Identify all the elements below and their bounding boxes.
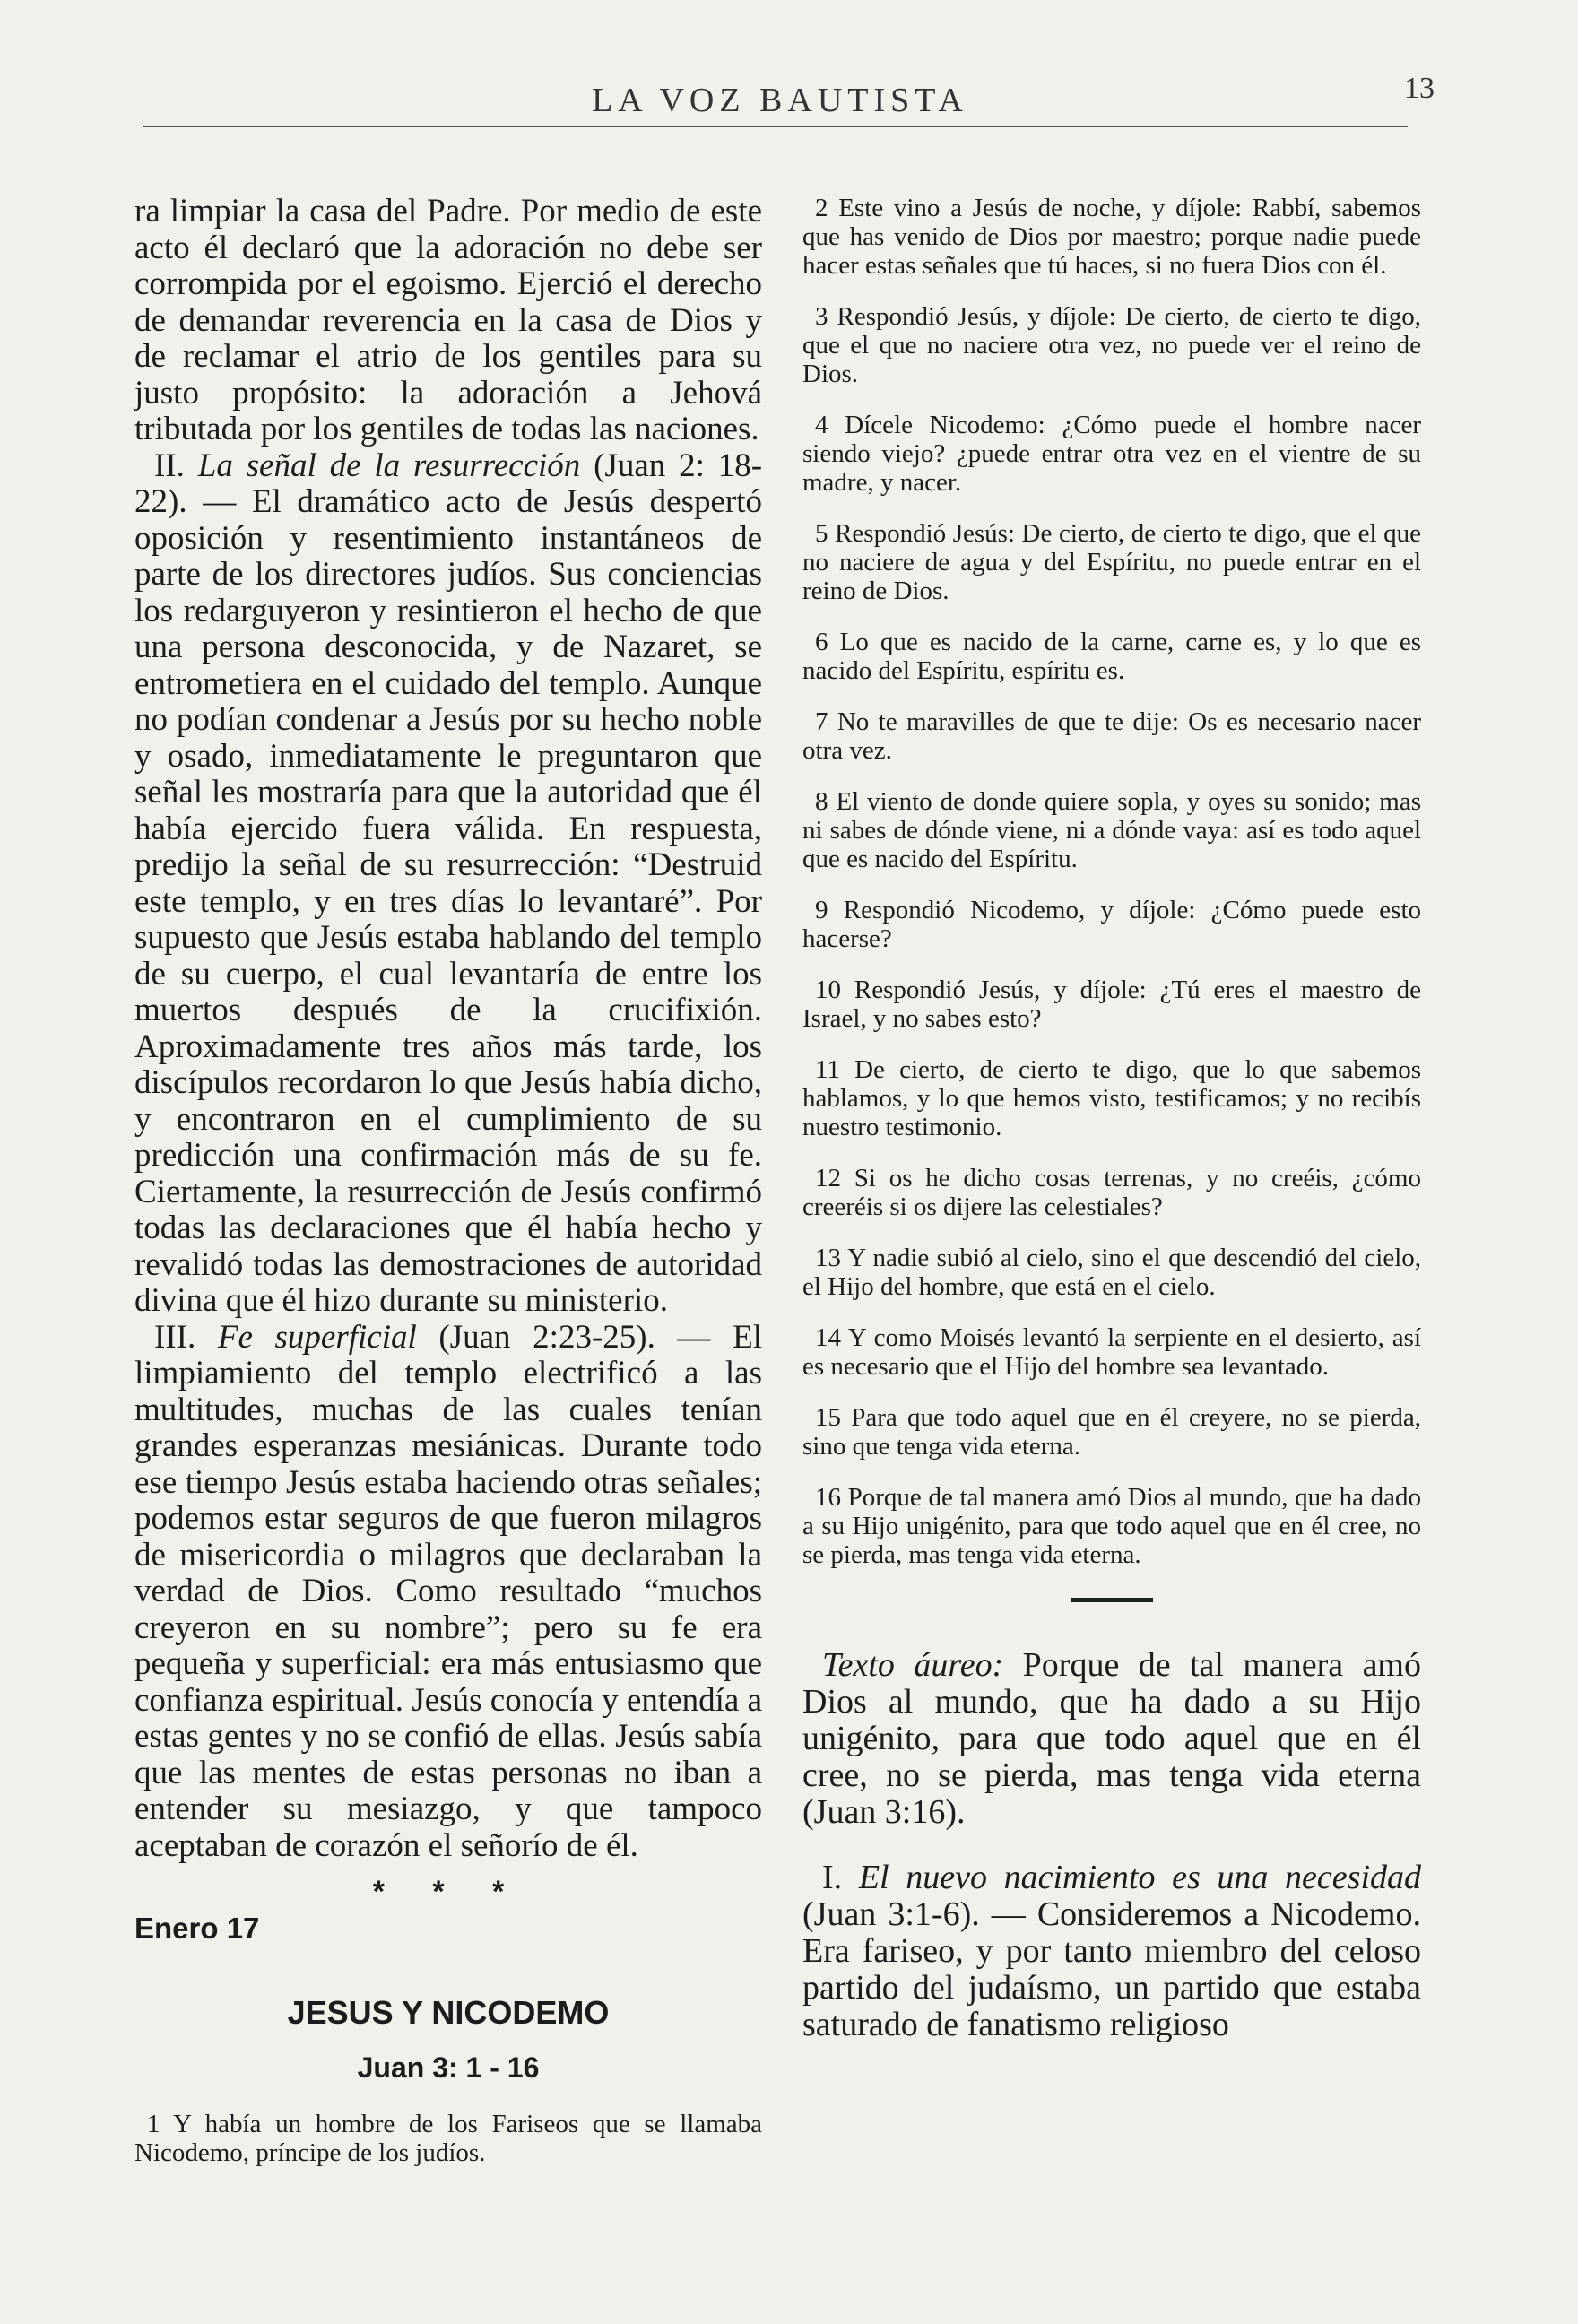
page-header: [143, 72, 1435, 122]
verse-4: 4 Dícele Nicodemo: ¿Cómo puede el hombre nacer siendo viejo? ¿puede entrar otra vez en el vientre de su madre, y nacer.: [802, 411, 1421, 497]
verse-list: [802, 194, 1421, 1569]
verse-14: 14 Y como Moisés levantó la serpiente en el desierto, así es necesario que el Hijo del hombre sea levantado.: [802, 1323, 1421, 1381]
paragraph-section-i: [802, 1860, 1421, 2043]
verse-12: 12 Si os he dicho cosas terrenas, y no creéis, ¿cómo creeréis si os dijere las celestiales?: [802, 1164, 1421, 1221]
verse-6: 6 Lo que es nacido de la carne, carne es, y lo que es nacido del Espíritu, espíritu es.: [802, 628, 1421, 685]
section-separator-stars: * * *: [372, 1875, 525, 1909]
paragraph-section-ii: [134, 448, 762, 1320]
golden-text-label: Texto áureo:: [822, 1646, 1004, 1684]
header-rule: [143, 126, 1408, 127]
paragraph-section-iii: [134, 1320, 762, 1865]
verse-15: 15 Para que todo aquel que en él creyere, no se pierda, sino que tenga vida eterna.: [802, 1403, 1421, 1461]
section-number: III.: [154, 1318, 196, 1356]
section-heading: La señal de la resurrección: [197, 447, 581, 484]
verse-1: 1 Y había un hombre de los Fariseos que se llamaba Nicodemo, príncipe de los judíos.: [134, 2110, 762, 2167]
verse-10: 10 Respondió Jesús, y díjole: ¿Tú eres el maestro de Israel, y no sabes esto?: [802, 976, 1421, 1033]
section-heading: Fe superficial: [217, 1318, 417, 1356]
lesson-date: Enero 17: [134, 1912, 260, 1945]
page-number: 13: [1404, 72, 1435, 105]
section-heading: El nuevo nacimiento es una necesidad: [858, 1859, 1422, 1896]
verse-13: 13 Y nadie subió al cielo, sino el que descendió del cielo, el Hijo del hombre, que está en el cielo.: [802, 1244, 1421, 1301]
golden-text: [802, 1647, 1421, 1831]
verse-11: 11 De cierto, de cierto te digo, que lo que sabemos hablamos, y lo que hemos visto, testificamos; y no recibís nuestro testimonio.: [802, 1055, 1421, 1141]
left-column: [134, 194, 762, 2190]
section-body: (Juan 2: 18-22). — El dramático acto de Jesús despertó oposición y resentimiento instantáneos de parte de los directores judíos. Sus conciencias los redarguyeron y resintieron el hecho de que una persona desconocida, y de Nazaret, se entrometiera en el cuidado del templo. Aunque no podían condenar a Jesús por su hecho noble y osado, inmediatamente le preguntaron que señal les mostraría para que la autoridad que él había ejercido fuera válida. En respuesta, predijo la señal de su resurrección: “Destruid este templo, y en tres días lo levantaré”. Por supuesto que Jesús estaba hablando del templo de su cuerpo, el cual levantaría de entre los muertos después de la crucifixión. Aproximadamente tres años más tarde, los discípulos recordaron lo que Jesús había dicho, y encontraron en el cumplimiento de su predicción una confirmación más de su fe. Ciertamente, la resurrección de Jesús confirmó todas las declaraciones que él había hecho y revalidó todas las demostraciones de autoridad divina que él hizo durante su ministerio.: [134, 447, 763, 1319]
golden-text-body: Porque de tal manera amó Dios al mundo, que ha dado a su Hijo unigénito, para que todo aquel que en él cree, no se pierda, mas tenga vida eterna (Juan 3:16).: [802, 1646, 1421, 1831]
verse-2: 2 Este vino a Jesús de noche, y díjole: Rabbí, sabemos que has venido de Dios por maestro; porque nadie puede hacer estas señales que tú haces, si no fuera Dios con él.: [802, 194, 1421, 280]
divider-rule: [1071, 1598, 1153, 1602]
verse-16: 16 Porque de tal manera amó Dios al mundo, que ha dado a su Hijo unigénito, para que todo aquel que en él cree, no se pierda, mas tenga vida eterna.: [802, 1483, 1421, 1569]
paragraph-continuation: ra limpiar la casa del Padre. Por medio de este acto él declaró que la adoración no debe ser corrompida por el egoismo. Ejerció el derecho de demandar reverencia en la casa de Dios y de reclamar el atrio de los gentiles para su justo propósito: la adoración a Jehová tributada por los gentiles de todas las naciones.: [134, 193, 762, 447]
section-number: I.: [822, 1859, 843, 1896]
verse-9: 9 Respondió Nicodemo, y díjole: ¿Cómo puede esto hacerse?: [802, 896, 1421, 953]
lesson-title: JESUS Y NICODEMO: [287, 1994, 610, 2031]
verse-8: 8 El viento de donde quiere sopla, y oyes su sonido; mas ni sabes de dónde viene, ni a dónde vaya: así es todo aquel que es nacido del Espíritu.: [802, 787, 1421, 873]
lesson-reference: Juan 3: 1 - 16: [357, 2051, 540, 2084]
verse-7: 7 No te maravilles de que te dije: Os es necesario nacer otra vez.: [802, 707, 1421, 765]
section-body: (Juan 3:1-6). — Consideremos a Nicodemo. Era fariseo, y por tanto miembro del celoso partido del judaísmo, un partido que estaba saturado de fanatismo religioso: [802, 1895, 1421, 2043]
publication-title: LA VOZ BAUTISTA: [592, 82, 968, 119]
section-number: II.: [154, 447, 185, 484]
verse-5: 5 Respondió Jesús: De cierto, de cierto te digo, que el que no naciere de agua y del Espíritu, no puede entrar en el reino de Dios.: [802, 519, 1421, 605]
verse-3: 3 Respondió Jesús, y díjole: De cierto, de cierto te digo, que el que no naciere otra vez, no puede ver el reino de Dios.: [802, 302, 1421, 388]
right-column: [802, 194, 1421, 2043]
section-body: (Juan 2:23-25). — El limpiamiento del templo electrificó a las multitudes, muchas de las cuales tenían grandes esperanzas mesiánicas. Durante todo ese tiempo Jesús estaba haciendo otras señales; podemos estar seguros de que fueron milagros de misericordia o milagros que declaraban la verdad de Dios. Como resultado “muchos creyeron en su nombre”; pero su fe era pequeña y superficial: era más entusiasmo que confianza espiritual. Jesús conocía y entendía a estas gentes y no se confió de ellas. Jesús sabía que las mentes de estas personas no iban a entender su mesiazgo, y que tampoco aceptaban de corazón el señorío de él.: [134, 1318, 762, 1864]
